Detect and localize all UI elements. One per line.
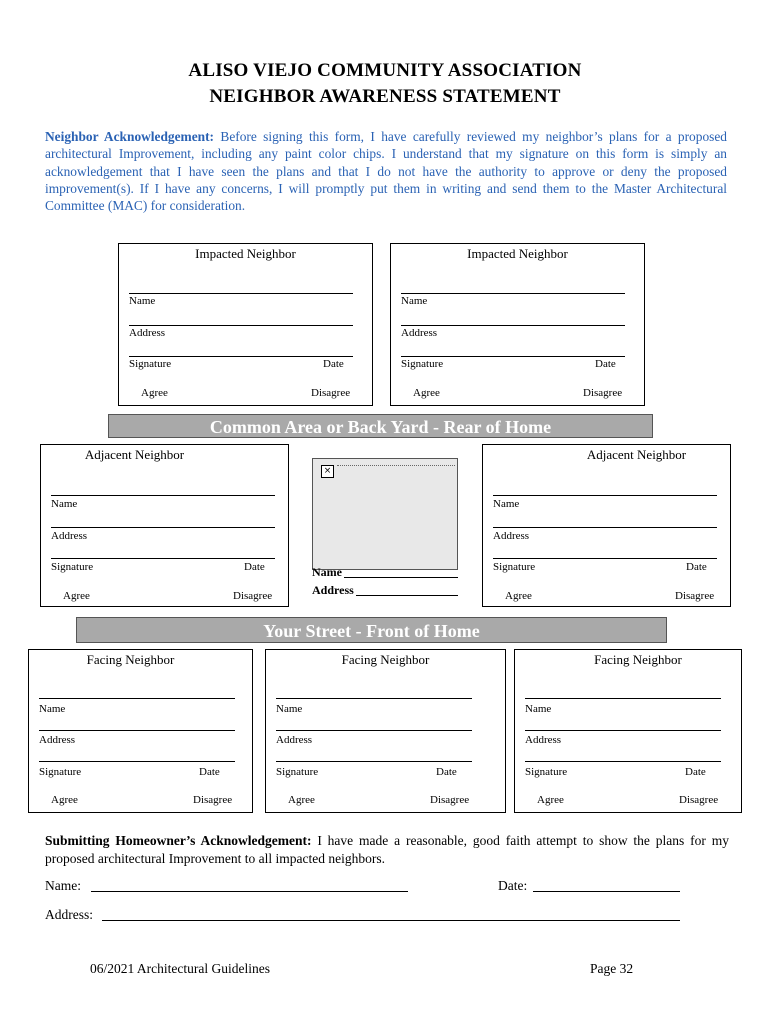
name-label: Name [276, 703, 303, 715]
adjacent-neighbor-card-1 [40, 444, 289, 607]
address-label: Address [129, 327, 166, 339]
agree-option[interactable]: Agree [63, 590, 90, 602]
address-label: Address [493, 530, 530, 542]
signature-line[interactable] [129, 356, 353, 357]
date-label: Date [595, 358, 616, 370]
image-caption-placeholder [337, 465, 455, 468]
card-title: Facing Neighbor [86, 652, 175, 667]
date-label: Date [685, 766, 706, 778]
name-line[interactable] [493, 495, 717, 496]
agree-option[interactable]: Agree [141, 387, 168, 399]
submitter-address-label: Address: [45, 907, 93, 922]
disagree-option[interactable]: Disagree [311, 387, 351, 399]
footer-page-number: Page 32 [590, 961, 634, 976]
name-label: Name [51, 498, 78, 510]
signature-label: Signature [493, 561, 536, 573]
submitter-name-label: Name: [45, 878, 81, 893]
address-label: Address [51, 530, 88, 542]
submitter-date-label: Date: [498, 878, 528, 893]
address-line[interactable] [39, 730, 235, 731]
home-image-placeholder [312, 458, 458, 570]
center-name-line[interactable] [344, 577, 458, 578]
rear-banner-label: Common Area or Back Yard - Rear of Home [209, 417, 552, 437]
facing-neighbor-card-3 [514, 649, 742, 813]
card-title: Facing Neighbor [594, 652, 682, 667]
address-line[interactable] [129, 325, 353, 326]
agree-option[interactable]: Agree [505, 590, 532, 602]
disagree-option[interactable]: Disagree [193, 794, 233, 806]
signature-line[interactable] [401, 356, 625, 357]
card-title: Facing Neighbor [341, 652, 430, 667]
submitter-address-line[interactable] [102, 920, 680, 921]
name-label: Name [493, 498, 520, 510]
card-title: Adjacent Neighbor [84, 447, 185, 462]
front-of-home-banner [76, 617, 667, 643]
card-title: Adjacent Neighbor [586, 447, 687, 462]
center-name-label: Name [312, 565, 342, 579]
disagree-option[interactable]: Disagree [430, 794, 470, 806]
agree-option[interactable]: Agree [537, 794, 564, 806]
page-title-line1: ALISO VIEJO COMMUNITY ASSOCIATION [188, 60, 582, 81]
signature-line[interactable] [525, 761, 721, 762]
card-title: Impacted Neighbor [467, 246, 568, 261]
name-line[interactable] [401, 293, 625, 294]
address-label: Address [525, 734, 562, 746]
name-label: Name [401, 295, 428, 307]
signature-label: Signature [39, 766, 82, 778]
footer-guidelines: 06/2021 Architectural Guidelines [90, 961, 270, 976]
intro-heading: Neighbor Acknowledgement: [45, 129, 215, 144]
disagree-option[interactable]: Disagree [583, 387, 623, 399]
signature-label: Signature [51, 561, 94, 573]
name-label: Name [525, 703, 552, 715]
front-banner-label: Your Street - Front of Home [263, 621, 480, 641]
name-line[interactable] [39, 698, 235, 699]
signature-line[interactable] [51, 558, 275, 559]
rear-of-home-banner [108, 414, 653, 438]
name-line[interactable] [51, 495, 275, 496]
address-line[interactable] [401, 325, 625, 326]
intro-body: Before signing this form, I have carefully reviewed my neighbor’s plans for a proposed architectural Improvement, including any paint color chips. I understand that my signature on this form is simply an acknowledgement that I have seen the plans and that I do not have the authority to approve or deny the proposed improvement(s). If I have any concerns, I will promptly put them in writing and send them to the Master Architectural Committee (MAC) for consideration. [45, 129, 727, 214]
neighbor-acknowledgement-text [45, 128, 727, 214]
impacted-neighbor-card-2 [390, 243, 645, 406]
name-line[interactable] [525, 698, 721, 699]
name-line[interactable] [276, 698, 472, 699]
name-label: Name [129, 295, 156, 307]
center-address-label: Address [312, 583, 354, 597]
disagree-option[interactable]: Disagree [675, 590, 715, 602]
signature-line[interactable] [276, 761, 472, 762]
date-label: Date [436, 766, 457, 778]
disagree-option[interactable]: Disagree [679, 794, 719, 806]
submitter-body: I have made a reasonable, good faith attempt to show the plans for my proposed architectural Improvement to all impacted neighbors. [45, 833, 729, 866]
impacted-neighbor-card-1 [118, 243, 373, 406]
signature-label: Signature [129, 358, 172, 370]
submitter-name-line[interactable] [91, 891, 408, 892]
date-label: Date [686, 561, 707, 573]
agree-option[interactable]: Agree [51, 794, 78, 806]
address-label: Address [401, 327, 438, 339]
address-label: Address [276, 734, 313, 746]
facing-neighbor-card-2 [265, 649, 506, 813]
disagree-option[interactable]: Disagree [233, 590, 273, 602]
submitter-heading: Submitting Homeowner’s Acknowledgement: [45, 833, 312, 848]
signature-label: Signature [276, 766, 319, 778]
broken-image-icon: × [321, 465, 334, 478]
address-line[interactable] [51, 527, 275, 528]
name-label: Name [39, 703, 66, 715]
submitter-acknowledgement-text [45, 832, 729, 868]
signature-line[interactable] [493, 558, 717, 559]
address-line[interactable] [525, 730, 721, 731]
address-line[interactable] [493, 527, 717, 528]
date-label: Date [323, 358, 344, 370]
signature-label: Signature [401, 358, 444, 370]
address-label: Address [39, 734, 76, 746]
date-label: Date [244, 561, 265, 573]
signature-line[interactable] [39, 761, 235, 762]
facing-neighbor-card-1 [28, 649, 253, 813]
center-address-line[interactable] [356, 595, 458, 596]
adjacent-neighbor-card-2 [482, 444, 731, 607]
address-line[interactable] [276, 730, 472, 731]
submitter-date-line[interactable] [533, 891, 680, 892]
card-title: Impacted Neighbor [195, 246, 296, 261]
agree-option[interactable]: Agree [413, 387, 440, 399]
name-line[interactable] [129, 293, 353, 294]
agree-option[interactable]: Agree [288, 794, 315, 806]
signature-label: Signature [525, 766, 568, 778]
date-label: Date [199, 766, 220, 778]
page-title-line2: NEIGHBOR AWARENESS STATEMENT [209, 86, 561, 107]
